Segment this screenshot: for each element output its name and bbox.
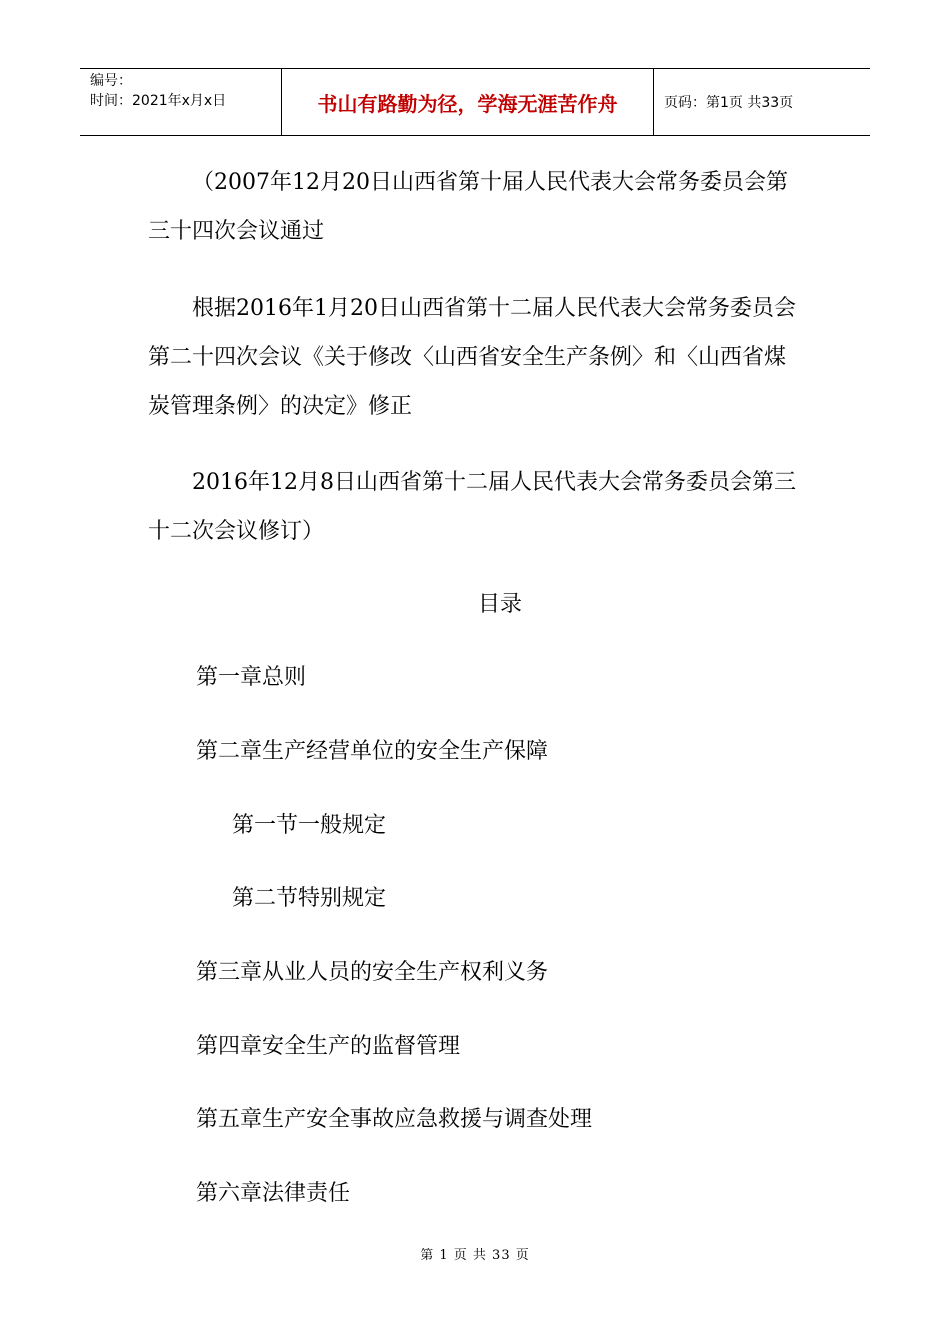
toc-item-chapter-4: 第四章安全生产的监督管理: [196, 1034, 461, 1059]
time-label: 时间：2021年x月x日: [90, 93, 227, 109]
header-page-cell: [654, 69, 870, 135]
toc-title: 目录: [477, 592, 522, 617]
toc-item-chapter-6: 第六章法律责任: [196, 1181, 351, 1206]
paragraph-amended: 根据2016年1月20日山西省第十二届人民代表大会常务委员会第二十四次会议《关于修改〈山西省安全生产条例〉和〈山西省煤炭管理条例〉的决定》修正: [148, 296, 796, 419]
paragraph-revised: 2016年12月8日山西省第十二届人民代表大会常务委员会第三十二次会议修订）: [148, 470, 796, 544]
toc-item-section-1: 第一节一般规定: [232, 813, 387, 838]
paragraph-passed: （2007年12月20日山西省第十届人民代表大会常务委员会第三十四次会议通过: [148, 170, 788, 244]
header-meta-cell: [80, 69, 282, 135]
page-footer: 第 1 页 共 33 页: [420, 1248, 530, 1263]
toc-item-chapter-3: 第三章从业人员的安全生产权利义务: [196, 960, 549, 985]
header-page-info: 页码：第1页 共33页: [664, 95, 794, 111]
header-motto-cell: [282, 69, 654, 135]
toc-item-section-2: 第二节特别规定: [232, 886, 387, 911]
toc-item-chapter-1: 第一章总则: [196, 665, 307, 690]
document-header: [80, 68, 870, 136]
toc-item-chapter-2: 第二章生产经营单位的安全生产保障: [196, 739, 549, 764]
header-motto: 书山有路勤为径，学海无涯苦作舟: [317, 91, 618, 116]
serial-label: 编号：: [90, 73, 132, 89]
toc-item-chapter-5: 第五章生产安全事故应急救援与调查处理: [196, 1107, 593, 1132]
